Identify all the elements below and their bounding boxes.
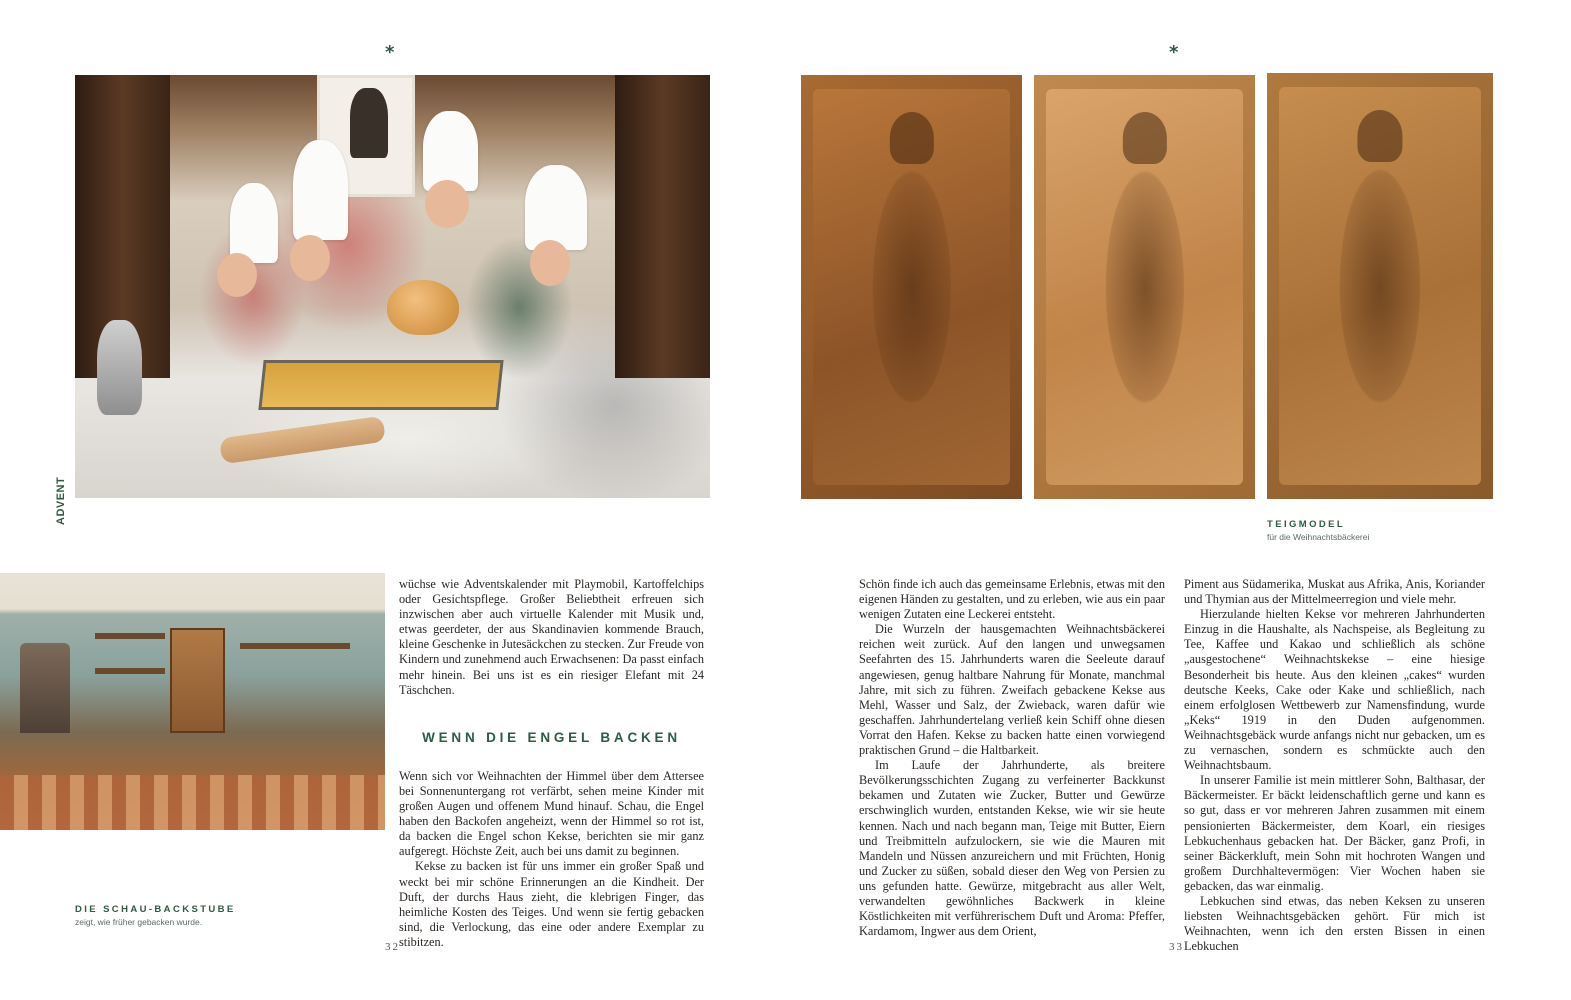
caption-backstube xyxy=(75,903,236,928)
paragraph: Piment aus Südamerika, Muskat aus Afrika, Anis, Koriander und Thymian aus der Mittelmeerregion und viele mehr. xyxy=(1184,577,1485,607)
paragraph: Kekse zu backen ist für uns immer ein großer Spaß und weckt bei mir schöne Erinnerungen an die Kindheit. Der Duft, der durchs Haus zieht, die klebrigen Finger, das heimliche Kosten des Teiges. Und wenn sie fertig gebacken sind, die Verlockung, das eine oder andere Exemplar zu stibitzen. xyxy=(399,859,704,949)
ornament-left: * xyxy=(385,42,395,63)
children-baking-photo xyxy=(75,75,710,498)
right-text-column-2 xyxy=(1184,577,1485,954)
rolling-pin xyxy=(219,416,386,465)
caption-teigmodel xyxy=(1267,518,1369,543)
diorama-shelf xyxy=(95,668,165,674)
page-number-left: 32 xyxy=(385,941,400,953)
bakery-diorama-photo xyxy=(0,573,385,830)
carved-figure xyxy=(856,125,966,450)
paragraph: Wenn sich vor Weihnachten der Himmel über dem Attersee bei Sonnenuntergang rot verfärbt, sehen meine Kinder mit großen Augen und offenem Mund hinauf. Schau, die Engel haben den Backofen angeheizt, wenn der Himmel so rot ist, da backen die Engel schon Kekse, berichten sie mir ganz aufgeregt. Höchste Zeit, auch bei uns damit zu beginnen. xyxy=(399,768,704,859)
carved-mold-bishop xyxy=(1267,73,1493,499)
diorama-oven xyxy=(20,643,70,733)
page-number-right: 33 xyxy=(1169,941,1184,953)
caption-subtitle: für die Weihnachtsbäckerei xyxy=(1267,532,1370,542)
curtain-right xyxy=(615,75,710,378)
left-text-column xyxy=(399,577,704,950)
diorama-shelf xyxy=(240,643,350,649)
diorama-shelf xyxy=(95,633,165,639)
carved-figure xyxy=(1323,123,1436,449)
carved-figure xyxy=(1089,125,1199,450)
paragraph: Schön finde ich auch das gemeinsame Erlebnis, etwas mit den eigenen Händen zu gestalten, und zu erleben, wie aus ein paar wenigen Zutaten eine Leckerei entsteht. xyxy=(859,577,1165,622)
child-face-4 xyxy=(530,240,570,286)
chapter-side-label: ADVENT xyxy=(55,476,67,525)
chef-hat-4 xyxy=(525,165,587,250)
paragraph: wüchse wie Adventskalender mit Playmobil, Kartoffelchips oder Gesichtspflege. Großer Beliebtheit erfreuen sich inzwischen aber auch virtuelle Kalender mit Musik und, etwas geerdeter, der aus Skandinavien kommende Brauch, kleine Geschenke in Jutesäckchen zu stecken. Zur Freude von Kindern und zunehmend auch Erwachsenen: Da passt einfach mehr hinein. Bei uns ist es ein riesiger Elefant mit 24 Täschchen. xyxy=(399,577,704,697)
chef-hat-1 xyxy=(230,183,278,263)
chef-hat-3 xyxy=(423,111,478,191)
section-heading: WENN DIE ENGEL BACKEN xyxy=(422,729,681,745)
child-face-3 xyxy=(425,180,469,228)
diorama-floor xyxy=(0,775,385,830)
metal-santa-mold xyxy=(97,320,142,415)
baking-tray xyxy=(258,360,503,410)
child-face-1 xyxy=(217,253,257,297)
caption-subtitle: zeigt, wie früher gebacken wurde. xyxy=(75,917,203,927)
caption-title: TEIGMODEL xyxy=(1267,519,1346,530)
paragraph: Die Wurzeln der hausgemachten Weihnachtsbäckerei reichen weit zurück. Auf den langen und unwegsamen Seefahrten des 15. Jahrhunderts waren die Seeleute darauf angewiesen, genug haltbare Nahrung für Monate, manchmal Jahre, mit sich zu führen. Zweifach gebackene Kekse aus Mehl, Wasser und Salz, der Zwieback, waren dafür wie geschaffen. Jahrhundertelang verließ kein Schiff ohne diesen Vorrat den Hafen. Kekse zu backen hatte einen vorwiegend praktischen Grund – die Haltbarkeit. xyxy=(859,622,1165,758)
chef-hat-2 xyxy=(293,140,348,240)
carved-mold-krampus xyxy=(1034,75,1255,499)
ornament-right: * xyxy=(1169,42,1179,63)
carved-mold-saint-nicholas xyxy=(801,75,1022,499)
diorama-cabinet xyxy=(170,628,225,733)
paragraph: Hierzulande hielten Kekse vor mehreren Jahrhunderten Einzug in die Haushalte, als Nachspeise, als Begleitung zu Tee, Kaffee und Kakao und schließlich als schöne „ausgestochene“ Weihnachtskekse – eine hiesige Besonderheit bis heute. Aus den kleinen „cakes“ wurden deutsche Keeks, Cake oder Kake und schließlich, nach einem erfolglosen Wettbewerb zur Namensfindung, wurde „Keks“ 1919 in den Duden aufgenommen. Weihnachtsgebäck wurde anfangs nicht nur gebacken, um es zu vernaschen, sondern es schmückte auch den Weihnachtsbaum. xyxy=(1184,607,1485,773)
child-face-2 xyxy=(290,235,330,281)
paragraph: In unserer Familie ist mein mittlerer Sohn, Balthasar, der Bäckermeister. Er bäckt leidenschaftlich gerne und kann es so gut, dass er vor mehreren Jahren zusammen mit einem pensionierten Bäckermeister, dem Koarl, ein riesiges Lebkuchenhaus gebacken hat. Der Bäcker, ganz Profi, in seiner Bäckerkluft, mein Sohn mit hochroten Wangen und großem Durchhaltevermögen: Vier Wochen haben sie gebacken, das war einmalig. xyxy=(1184,773,1485,893)
paragraph: Im Laufe der Jahrhunderte, als breitere Bevölkerungsschichten Zugang zu verfeinerter Backkunst bekamen und Zutaten wie Zucker, Butter und Gewürze erschwinglich wurden, entstanden Kekse, wie wir sie heute kennen. Nach und nach begann man, Teige mit Butter, Eiern und Treibmitteln aufzulockern, sie wie die Mauren mit Mandeln und Nüssen anzureichern und mit Früchten, Honig und Zucker zu süßen, sobald dieser den Weg von Persien zu uns gefunden hatte. Gewürze, mitgebracht aus aller Welt, verwandelten gewöhnliches Backwerk in kleine Köstlichkeiten mit verführerischem Duft und Aroma: Pfeffer, Kardamom, Ingwer aus dem Orient, xyxy=(859,758,1165,939)
right-text-column-1 xyxy=(859,577,1165,939)
paragraph: Lebkuchen sind etwas, das neben Keksen zu unseren liebsten Weihnachtsgebäcken gehört. Für mich ist Weihnachten, wenn ich den ersten Bissen in einen Lebkuchen xyxy=(1184,893,1485,954)
mixing-bowl xyxy=(387,280,459,335)
caption-title: DIE SCHAU-BACKSTUBE xyxy=(75,904,236,915)
